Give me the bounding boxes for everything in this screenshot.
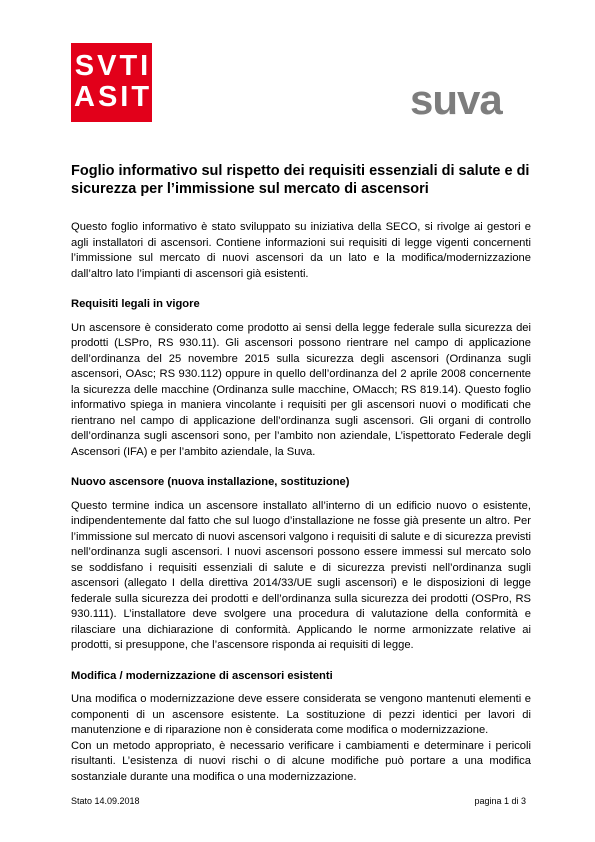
svti-asit-logo <box>71 43 152 122</box>
section-paragraph-nuovo-ascensore: Questo termine indica un ascensore installato all’interno di un edificio nuovo o esistente, indipendentemente dal fatto che sul luogo d’installazione ne fosse già presente un altro. Per l’immissione sul mercato di nuovi ascensori valgono i requisiti di salute e di sicurezza previsti nell’ordinanza sugli ascensori. I nuovi ascensori possono essere immessi sul mercato solo se soddisfano i requisiti essenziali di salute e di sicurezza previsti nell’ordinanza sugli ascensori (allegato I della direttiva 2014/33/UE sugli ascensori) e le disposizioni di legge federale sulla sicurezza dei prodotti e dell’ordinanza sulla sicurezza dei prodotti (OSPro, RS 930.111). L’installatore deve svolgere una procedura di valutazione della conformità e rilasciare una dichiarazione di conformità. Applicando le norme armonizzate relative ai prodotti, si presuppone, che l’ascensore risponda ai requisiti di legge. <box>71 499 531 651</box>
section-paragraph-modifica-2: Con un metodo appropriato, è necessario verificare i cambiamenti e determinare i pericoli risultanti. L’esistenza di nuovi rischi o di alcune modifiche può portare a una modifica sostanziale durante una modifica o una modernizzazione. <box>71 739 531 783</box>
document-title: Foglio informativo sul rispetto dei requisiti essenziali di salute e di sicurezza per l’immissione sul mercato di ascensori <box>71 163 530 197</box>
suva-logo: suva <box>410 76 502 123</box>
section-heading-requisiti: Requisiti legali in vigore <box>71 298 200 310</box>
section-paragraph-modifica-1: Una modifica o modernizzazione deve essere considerata se vengono mantenuti elementi e componenti di un ascensore esistente. La sostituzione di pezzi identici per lavori di manutenzione e di riparazione non è considerata come modifica o modernizzazione. <box>71 693 531 736</box>
intro-paragraph: Questo foglio informativo è stato sviluppato su iniziativa della SECO, si rivolge ai gestori e agli installatori di ascensori. Contiene informazioni sui requisiti di legge vigenti concernenti l’immissione sul mercato di nuovi ascensori da un lato e la modifica/modernizzazione dall’altro lato l’impianti di ascensori già esistenti. <box>71 221 531 280</box>
section-heading-modifica: Modifica / modernizzazione di ascensori esistenti <box>71 669 333 682</box>
svti-logo-line-1: SVTI <box>74 50 152 82</box>
section-heading-nuovo-ascensore: Nuovo ascensore (nuova installazione, sostituzione) <box>71 476 350 488</box>
section-paragraph-requisiti: Un ascensore è considerato come prodotto ai sensi della legge federale sulla sicurezza dei prodotti (LSPro, RS 930.11). Gli ascensori possono rientrare nel campo di applicazione dell’ordinanza del 25 novembre 2015 sulla sicurezza degli ascensori (Ordinanza sugli ascensori, OAsc; RS 930.112) oppure in quello dell’ordinanza del 2 aprile 2008 concernente la sicurezza delle macchine (Ordinanza sulle macchine, OMacch; RS 819.14). Questo foglio informativo spiega in maniera vincolante i requisiti per gli ascensori nuovi o modificati che rientrano nel campo di applicazione dell’ordinanza sugli ascensori. Gli organi di controllo dell’ordinanza sugli ascensori sono, per l’ambito non aziendale, L’ispettorato Federale degli Ascensori (IFA) e per l’ambito aziendale, la Suva. <box>71 321 531 458</box>
footer-page-number: pagina 1 di 3 <box>474 796 526 806</box>
svti-logo-line-2: ASIT <box>74 81 153 113</box>
document-body <box>71 220 531 785</box>
footer-status-date: Stato 14.09.2018 <box>71 796 140 806</box>
